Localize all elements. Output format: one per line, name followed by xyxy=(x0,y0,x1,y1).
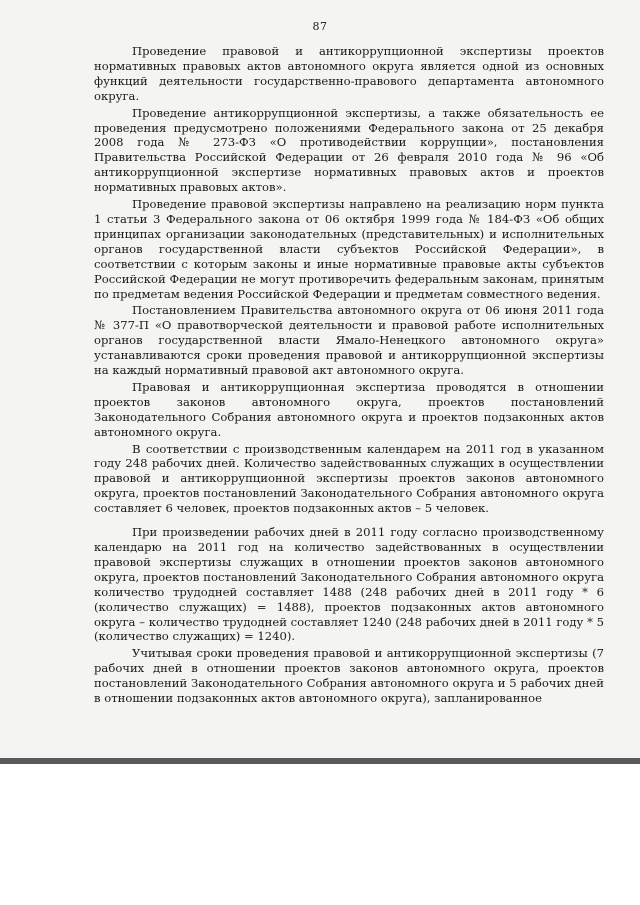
paragraph-2: Проведение антикоррупционной экспертизы, а также обязательность ее проведения предусмотрено положениями Федерального закона от 25 декабря 2008 года № 273-ФЗ «О противодействии коррупции», постановления Правительства Российской Федерации от 26 февраля 2010 года № 96 «Об антикоррупционной экспертизе нормативных правовых актов и проектов нормативных правовых актов». xyxy=(94,105,604,195)
body-text xyxy=(94,44,604,708)
paragraph-5: Правовая и антикоррупционная экспертиза проводятся в отношении проектов законов автономного округа, проектов постановлений Законодательного Собрания автономного округа и проектов подзаконных актов автономного округа. xyxy=(94,379,604,439)
paragraph-8: Учитывая сроки проведения правовой и антикоррупционной экспертизы (7 рабочих дней в отношении проектов законов автономного округа, проектов постановлений Законодательного Собрания автономного округа и 5 рабочих дней в отношении подзаконных актов автономного округа), запланированное xyxy=(94,646,604,706)
paragraph-7: При произведении рабочих дней в 2011 году согласно производственному календарю на 2011 год на количество задействованных в осуществлении правовой экспертизы служащих в отношении проектов законов автономного округа, проектов постановлений Законодательного Собрания автономного округа количество трудодней составляет 1488 (248 рабочих дней в 2011 году * 6 (количество служащих) = 1488), проектов подзаконных актов автономного округа – количество трудодней составляет 1240 (248 рабочих дней в 2011 году * 5 (количество служащих) = 1240). xyxy=(94,525,604,644)
paragraph-4: Постановлением Правительства автономного округа от 06 июня 2011 года № 377-П «О правотворческой деятельности и правовой работе исполнительных органов государственной власти Ямало-Ненецкого автономного округа» устанавливаются сроки проведения правовой и антикоррупционной экспертизы на каждый нормативный правовой акт автономного округа. xyxy=(94,303,604,378)
page-number: 87 xyxy=(312,20,328,33)
paragraph-3: Проведение правовой экспертизы направлено на реализацию норм пункта 1 статьи 3 Федерального закона от 06 октября 1999 года № 184-ФЗ «Об общих принципах организации законодательных (представительных) и исполнительных органов государственной власти субъектов Российской Федерации», в соответствии с которым законы и иные нормативные правовые акты субъектов Российской Федерации не могут противоречить федеральным законам, принятым по предметам ведения Российской Федерации и предметам совместного ведения. xyxy=(94,197,604,301)
scan-bottom-edge xyxy=(0,758,640,764)
paragraph-1: Проведение правовой и антикоррупционной экспертизы проектов нормативных правовых актов автономного округа является одной из основных функций деятельности государственно-правового департамента автономного округа. xyxy=(94,44,604,103)
paragraph-6: В соответствии с производственным календарем на 2011 год в указанном году 248 рабочих дней. Количество задействованных служащих в осуществлении правовой и антикоррупционной экспертизы проектов законов автономного округа, проектов постановлений Законодательного Собрания автономного округа составляет 6 человек, проектов подзаконных актов – 5 человек. xyxy=(94,441,604,516)
